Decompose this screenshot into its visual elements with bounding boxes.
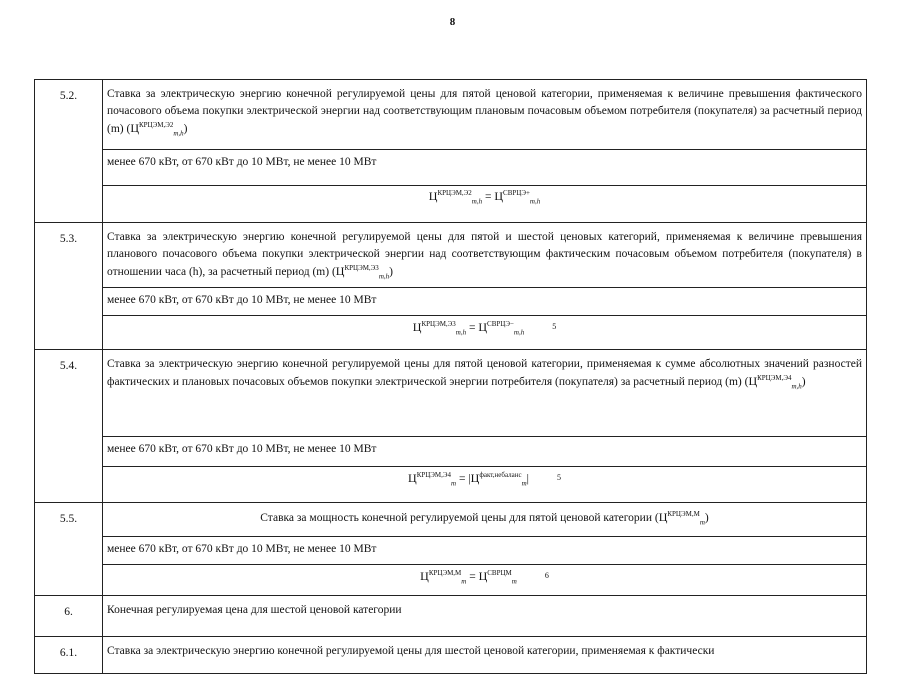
table-row-5-5 — [35, 503, 867, 537]
formula-lhs-symbol: Ц — [412, 319, 422, 334]
formula-rhs-symbol: Ц — [494, 188, 504, 203]
formula-rhs-symbol: Ц — [478, 568, 488, 583]
power-range-text: менее 670 кВт, от 670 кВт до 10 МВт, не менее 10 МВт — [103, 436, 867, 466]
description-text: Ставка за электрическую энергию конечной регулируемой цены для шестой ценовой категории, применяемая к фактически — [107, 645, 715, 657]
formula-rhs-sub: m — [521, 479, 527, 488]
formula — [103, 564, 867, 595]
description-text: Конечная регулируемая цена для шестой ценовой категории — [107, 604, 402, 616]
table-row-6-1 — [35, 637, 867, 674]
table-row-5-3 — [35, 223, 867, 288]
formula-equals: = — [466, 570, 479, 583]
row-number: 5.4. — [35, 350, 103, 503]
table-row-5-5-formula — [35, 564, 867, 595]
formula-rhs-symbol: Ц — [470, 470, 480, 485]
symbol: Ц — [130, 121, 139, 135]
power-range-text: менее 670 кВт, от 670 кВт до 10 МВт, не менее 10 МВт — [103, 149, 867, 185]
close-paren: ) — [183, 123, 188, 135]
symbol: Ц — [748, 374, 758, 388]
formula-lhs-symbol: Ц — [428, 188, 438, 203]
close-paren: ) — [704, 512, 709, 524]
symbol-subscript: m,h — [378, 272, 390, 281]
row-description — [103, 80, 867, 150]
table-row-5-2-formula — [35, 185, 867, 222]
table-row-5-4-formula — [35, 466, 867, 502]
symbol-subscript: m,h — [791, 382, 802, 391]
table-row-5-2-sub — [35, 149, 867, 185]
formula-lhs-sub: m,h — [455, 327, 467, 336]
formula — [103, 315, 867, 349]
formula-rhs-sup: факт,небаланс — [479, 470, 522, 479]
row-number: 6.1. — [35, 637, 103, 674]
formula-rhs-sub: m — [511, 576, 517, 585]
formula-rhs-sup: СВРЦЭ− — [487, 319, 514, 328]
table-row-5-2 — [35, 80, 867, 150]
symbol: Ц — [658, 510, 668, 524]
page-number: 8 — [449, 16, 456, 28]
formula — [103, 185, 867, 222]
formula-lhs-sub: m — [451, 479, 457, 488]
power-range-text: менее 670 кВт, от 670 кВт до 10 МВт, не менее 10 МВт — [103, 537, 867, 564]
row-description — [103, 637, 867, 674]
formula-lhs-symbol: Ц — [408, 470, 417, 485]
formula-lhs-sub: m,h — [471, 197, 483, 206]
description-text: Ставка за мощность конечной регулируемой цены для пятой ценовой категории ( — [260, 512, 659, 524]
formula-equals: = — [466, 321, 479, 334]
row-number: 5.5. — [35, 503, 103, 596]
formula-lhs-sup: КРЦЭМ,Э3 — [421, 319, 456, 328]
symbol-subscript: m — [699, 518, 705, 527]
formula-rhs-symbol: Ц — [478, 319, 488, 334]
formula — [103, 466, 867, 502]
formula-equals: = — [482, 190, 495, 203]
row-number: 6. — [35, 596, 103, 637]
formula-rhs-sub: m,h — [513, 327, 525, 336]
symbol: Ц — [335, 264, 345, 278]
row-description — [103, 350, 867, 437]
row-description — [103, 596, 867, 637]
description-text: Ставка за электрическую энергию конечной регулируемой цены для пятой ценовой категории, применяемая к сумме абсолютных значений разностей фактических и плановых почасовых объемов покупки электрической энергии потребителя (покупателя) за расчетный период (m) ( — [107, 358, 862, 388]
description-text: Ставка за электрическую энергию конечной регулируемой цены для пятой ценовой категории, применяемая к величине превышения фактического почасового объема покупки электрической энергии над соответствующим плановым почасовым объемом потребителя (покупателя) за расчетный период (m) ( — [107, 88, 862, 135]
footnote-index: 6 — [544, 570, 549, 580]
row-number: 5.2. — [35, 80, 103, 223]
formula-lhs-symbol: Ц — [420, 568, 429, 583]
formula-rhs-sub: m,h — [529, 197, 541, 206]
footnote-index: 5 — [552, 321, 557, 331]
formula-lhs-sub: m — [461, 576, 467, 585]
row-number: 5.3. — [35, 223, 103, 350]
formula-rhs-sup: СВРЦЭ+ — [503, 189, 530, 197]
row-description — [103, 223, 867, 288]
table-row-5-4-sub — [35, 436, 867, 466]
symbol-superscript: КРЦЭМ,Э2 — [138, 121, 174, 130]
table-row-6 — [35, 596, 867, 637]
formula-lhs-sup: КРЦЭМ,Э2 — [437, 189, 472, 197]
power-range-text: менее 670 кВт, от 670 кВт до 10 МВт, не менее 10 МВт — [103, 287, 867, 315]
tariff-table — [34, 79, 867, 674]
symbol-subscript: m,h — [173, 129, 184, 138]
row-description — [103, 503, 867, 537]
table-row-5-4 — [35, 350, 867, 437]
formula-equals: = | — [456, 472, 471, 485]
description-text: Ставка за электрическую энергию конечной регулируемой цены для пятой и шестой ценовых категорий, применяемая к величине превышения планового почасового объема покупки электрической энергии над соответствующим фактическим почасовым объемом потребителя (покупателя) в отношении часа (h), за расчетный период (m) ( — [107, 231, 862, 278]
footnote-index: 5 — [556, 472, 561, 482]
symbol-superscript: КРЦЭМ,М — [667, 510, 700, 519]
close-paren: ) — [801, 376, 806, 388]
symbol-superscript: КРЦЭМ,Э3 — [344, 264, 379, 273]
formula-lhs-sup: КРЦЭМ,Э4 — [416, 470, 452, 479]
table-row-5-3-formula — [35, 315, 867, 349]
formula-rhs-sup: СВРЦМ — [487, 568, 512, 577]
table-row-5-5-sub — [35, 537, 867, 564]
table-row-5-3-sub — [35, 287, 867, 315]
symbol-superscript: КРЦЭМ,Э4 — [757, 374, 792, 383]
formula-lhs-sup: КРЦЭМ,М — [428, 568, 462, 577]
formula-abs-close: | — [526, 472, 529, 485]
close-paren: ) — [389, 266, 393, 278]
